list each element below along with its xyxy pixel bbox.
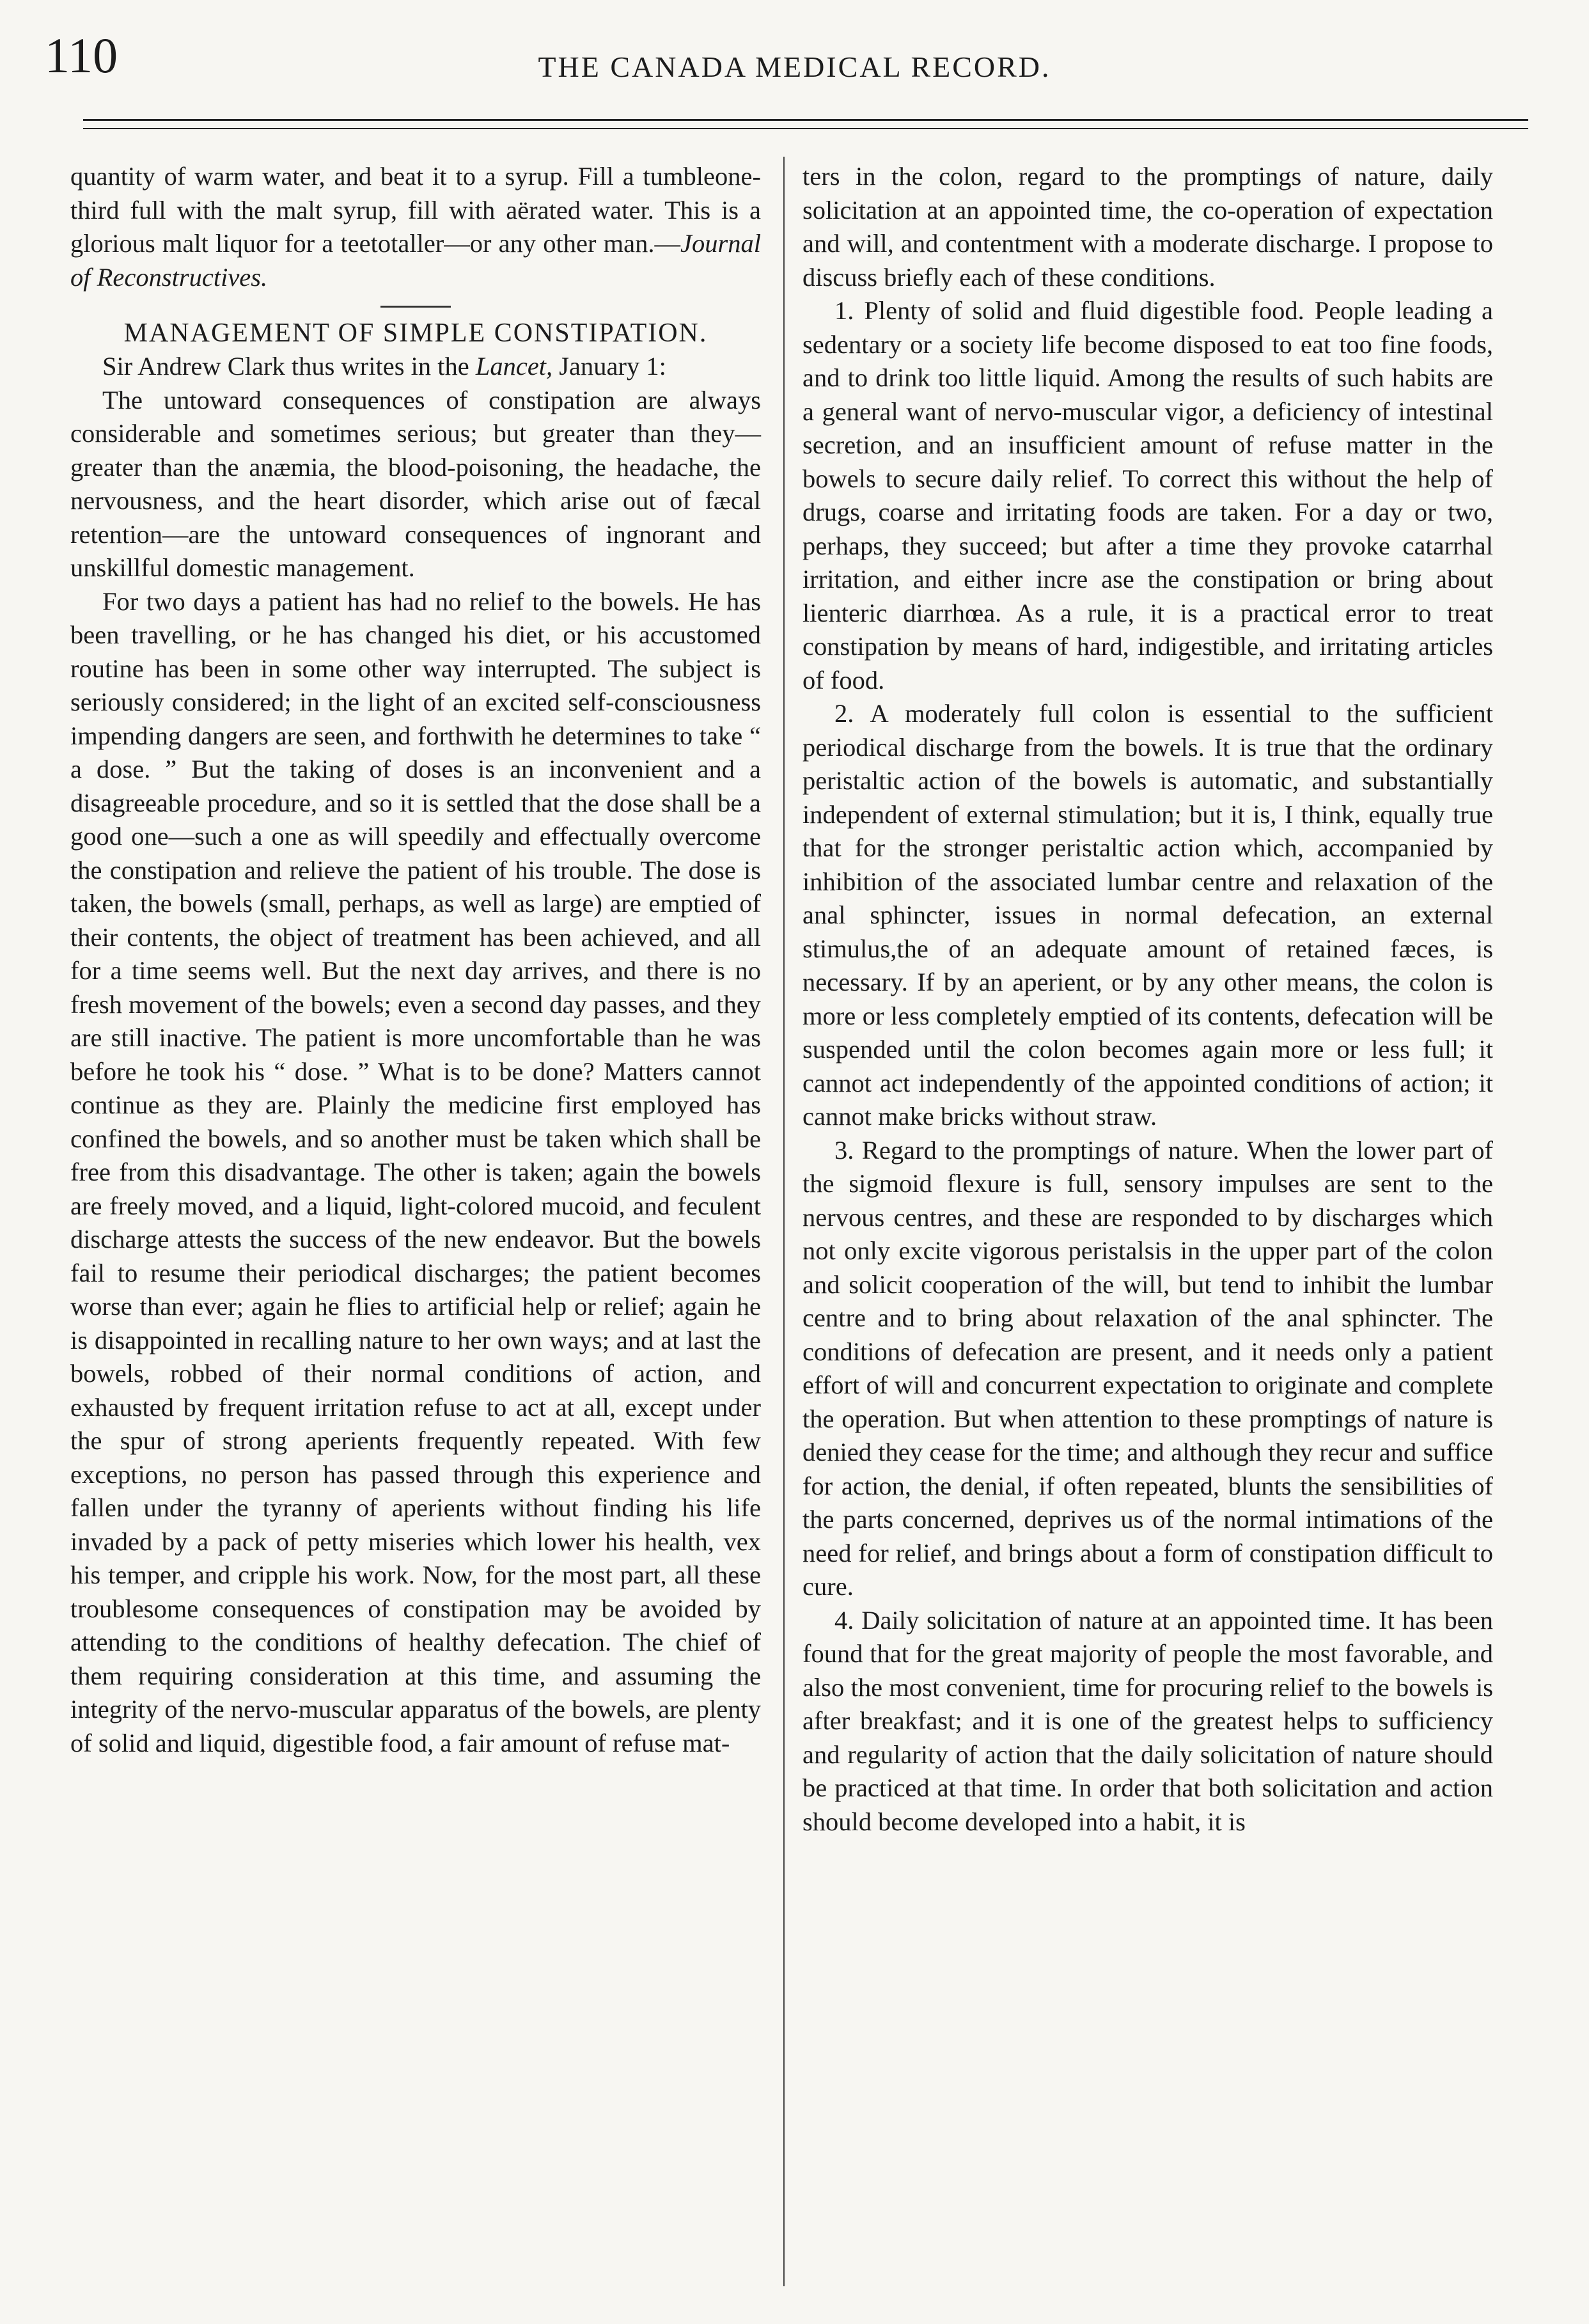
right-column: [802, 160, 1493, 1839]
intro-paragraph: [70, 160, 761, 294]
page-header: [0, 0, 1589, 109]
running-head: THE CANADA MEDICAL RECORD.: [538, 51, 1051, 83]
intro-source: Journal of Reconstructives.: [70, 229, 761, 292]
attribution-date: January 1:: [552, 352, 666, 381]
body-paragraph: 1. Plenty of solid and fluid digestible food. People leading a sedentary or a society life become disposed to eat too fine foods, and to drink too little liquid. Among the results of such habits are a general want of nervo-muscular vigor, a deficiency of intestinal secretion, and an insufficient amount of refuse matter in the bowels to secure daily relief. To correct this without the help of drugs, coarse and irritating foods are taken. For a day or two, perhaps, they succeed; but after a time they provoke catarrhal irritation, and either incre ase the constipation or bring about lienteric diarrhœa. As a rule, it is a practical error to treat constipation by means of hard, indigestible, and irritating articles of food.: [802, 296, 1493, 695]
body-paragraph: The untoward consequences of constipation are always considerable and sometimes serious; but greater than they—greater than the anæmia, the blood-poisoning, the headache, the nervousness, and the heart disorder, which arise out of fæcal retention—are the untoward consequences of ingnorant and unskillful domestic management.: [70, 385, 761, 582]
left-column: [70, 160, 761, 1760]
intro-text: quantity of warm water, and beat it to a syrup. Fill a tumbleone-third full with the malt syrup, fill with aërated water. This is a glorious malt liquor for a teetotaller—or any other man.—: [70, 162, 761, 258]
body-paragraph: 3. Regard to the promptings of nature. When the lower part of the sigmoid flexure is full, sensory impulses are sent to the nervous centres, and these are responded to by discharges which not only excite vigorous peristalsis in the upper part of the colon and solicit cooperation of the will, but tend to inhibit the lumbar centre and to bring about relaxation of the anal sphincter. The conditions of defecation are present, and it needs only a patient effort of will and concurrent expectation to originate and complete the operation. But when attention to these promptings of nature is denied they cease for the time; and although they recur and suffice for action, the denial, if often repeated, blunts the sensibilities of the parts concerned, deprives us of the normal intimations of the need for relief, and brings about a form of constipation difficult to cure.: [802, 1135, 1493, 1601]
header-rule-thin: [83, 128, 1528, 129]
body-paragraph: For two days a patient has had no relief to the bowels. He has been travelling, or he has changed his diet, or his accustomed routine has been in some other way interrupted. The subject is seriously considered; in the light of an excited self-consciousness impending dangers are seen, and forthwith he determines to take “ a dose. ” But the taking of doses is an inconvenient and a disagreeable procedure, and so it is settled that the dose shall be a good one—such a one as will speedily and effectually overcome the constipation and relieve the patient of his trouble. The dose is taken, the bowels (small, perhaps, as well as large) are emptied of their contents, the object of treatment has been achieved, and all for a time seems well. But the next day arrives, and there is no fresh movement of the bowels; even a second day passes, and they are still inactive. The patient is more uncomfortable than he was before he took his “ dose. ” What is to be done? Matters cannot continue as they are. Plainly the medicine first employed has confined the bowels, and so another must be taken which shall be free from this disadvantage. The other is taken; again the bowels are freely moved, and a liquid, light-colored mucoid, and feculent discharge attests the success of the new endeavor. But the bowels fail to resume their periodical discharges; the patient becomes worse than ever; again he flies to artificial help or relief; again he is disappointed in recalling nature to her own ways; and at last the bowels, robbed of their normal conditions of action, and exhausted by frequent irritation refuse to act at all, except under the spur of strong aperients frequently repeated. With few exceptions, no person has passed through this experience and fallen under the tyranny of aperients without finding his life invaded by a pack of petty miseries which lower his health, vex his temper, and cripple his work. Now, for the most part, all these troublesome consequences of constipation may be avoided by attending to the conditions of healthy defecation. The chief of them requiring consideration at this time, and assuming the integrity of the nervo-muscular apparatus of the bowels, are plenty of solid and liquid, digestible food, a fair amount of refuse mat-: [70, 586, 761, 1757]
attribution-paragraph: [70, 350, 761, 384]
section-divider: [380, 306, 451, 308]
section-title: MANAGEMENT OF SIMPLE CONSTIPATION.: [123, 318, 708, 348]
body-paragraph: 2. A moderately full colon is essential to the sufficient periodical discharge from the bowels. It is true that the ordinary peristaltic action of the bowels is automatic, and substantially independent of external stimulation; but it is, I think, equally true that for the stronger peristaltic action which, accompanied by inhibition of the associated lumbar centre and relaxation of the anal sphincter, issues in normal defecation, an external stimulus,the of an adequate amount of retained fæces, is necessary. If by an aperient, or by any other means, the colon is more or less completely emptied of its contents, defecation will be suspended until the colon becomes again more or less full; it cannot act independently of the appointed conditions of action; it cannot make bricks without straw.: [802, 699, 1493, 1131]
attribution-source: Lancet,: [475, 352, 553, 381]
page-number: 110: [45, 27, 118, 83]
body-paragraph: ters in the colon, regard to the promptings of nature, daily solicitation at an appointed time, the co-operation of expectation and will, and contentment with a moderate discharge. I propose to discuss briefly each of these conditions.: [802, 162, 1493, 292]
header-rule: [83, 119, 1528, 121]
column-divider: [783, 157, 785, 2286]
body-paragraph: 4. Daily solicitation of nature at an appointed time. It has been found that for the great majority of people the most favorable, and also the most convenient, time for procuring relief to the bowels is after breakfast; and it is one of the greatest helps to sufficiency and regularity of action that the daily solicitation of nature should be practiced at that time. In order that both solicitation and action should become developed into a habit, it is: [802, 1605, 1493, 1836]
attribution-text: Sir Andrew Clark thus writes in the: [102, 352, 476, 381]
